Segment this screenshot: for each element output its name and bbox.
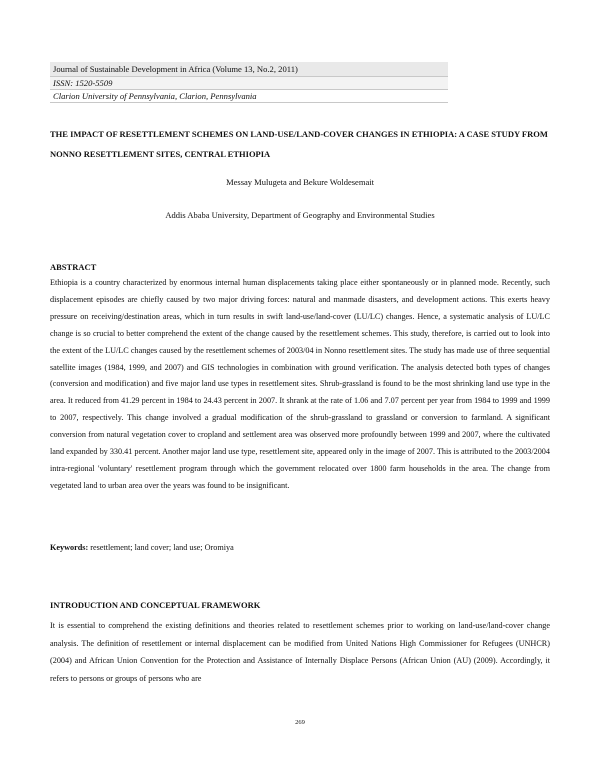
paper-authors: Messay Mulugeta and Bekure Woldesemait (226, 177, 374, 187)
abstract-text: Ethiopia is a country characterized by enormous internal human displacements taking place either spontaneously or in planned mode. Recently, such displacement episodes are chiefly caused by two major driving forces: natural and manmade disasters, and development actions. This exerts heavy pressure on receiving/destination areas, which in turn results in swift land-use/land-cover (LU/LC) changes. Hence, a systematic analysis of LU/LC change is so crucial to better comprehend the extent of the change caused by the resettlement schemes. This study, therefore, is carried out to look into the extent of the LU/LC changes caused by the resettlement schemes of 2003/04 in Nonno resettlement sites. The study has made use of three sequential satellite images (1984, 1999, and 2007) and GIS technologies in combination with ground verification. The analysis detected both types of changes (conversion and modification) and five major land use types in resettlement sites. Shrub-grassland is found to be the most shrinking land use type in the area. It reduced from 41.29 percent in 1984 to 24.43 percent in 2007. It shrank at the rate of 1.06 and 7.07 percent per year from 1984 to 1999 and 1999 to 2007, respectively. This change involved a gradual modification of the shrub-grassland to grassland or conversion to farmland. A significant conversion from natural vegetation cover to cropland and settlement area was observed more profoundly between 1999 and 2007, where the cultivated land expanded by 330.41 percent. Another major land use type, resettlement site, appeared only in the image of 2007. This is attributed to the 2003/2004 intra-regional 'voluntary' resettlement program through which the government relocated over 1800 farm households in the area. The change from vegetated land to urban area over the years was found to be insignificant. (50, 278, 550, 490)
journal-issn: ISSN: 1520-5509 (50, 77, 448, 90)
page-number: 269 (295, 719, 305, 726)
keywords-label: Keywords: (50, 543, 89, 552)
author-affiliation: Addis Ababa University, Department of Geography and Environmental Studies (165, 210, 435, 220)
keywords (50, 543, 550, 552)
journal-header (50, 62, 448, 103)
intro-text: It is essential to comprehend the existing definitions and theories related to resettlement schemes prior to working on land-use/land-cover change analysis. The definition of resettlement or internal displacement can be modified from United Nations High Commissioner for Refugees (UNHCR) (2004) and African Union Convention for the Protection and Assistance of Internally Displace Persons (African Union (AU) (2009). Accordingly, it refers to persons or groups of persons who are (50, 621, 550, 683)
intro-heading: INTRODUCTION AND CONCEPTUAL FRAMEWORK (50, 600, 261, 610)
keywords-text: resettlement; land cover; land use; Oromiya (88, 543, 234, 552)
journal-name: Journal of Sustainable Development in Africa (Volume 13, No.2, 2011) (50, 62, 448, 77)
paper-title: THE IMPACT OF RESETTLEMENT SCHEMES ON LAND-USE/LAND-COVER CHANGES IN ETHIOPIA: A CASE STUDY FROM NONNO RESETTLEMENT SITES, CENTRAL ETHIOPIA (50, 129, 548, 159)
abstract-heading: ABSTRACT (50, 262, 97, 272)
journal-publisher: Clarion University of Pennsylvania, Clarion, Pennsylvania (50, 90, 448, 103)
